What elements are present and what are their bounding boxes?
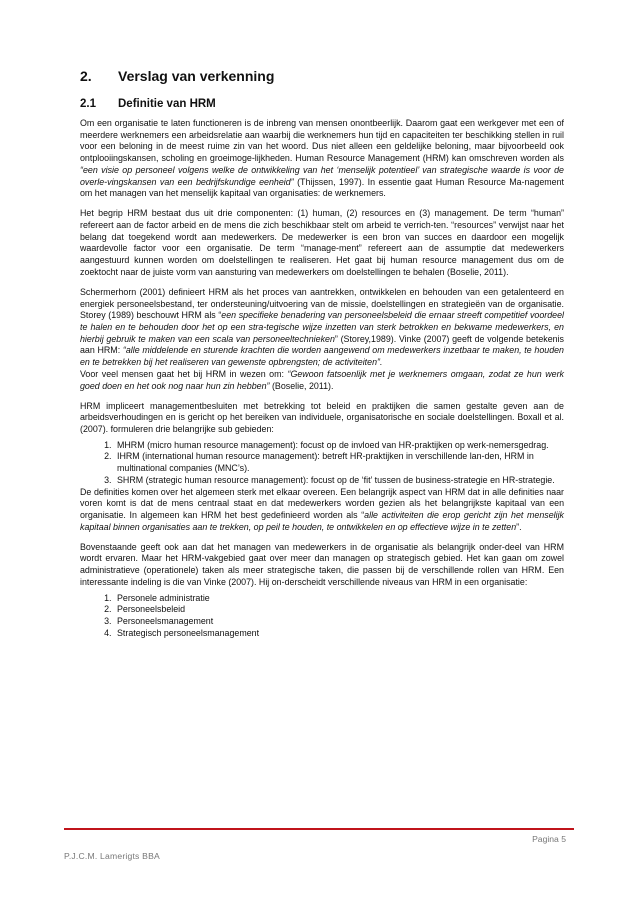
list-item: 4. Strategisch personeelsmanagement [114, 628, 564, 640]
list-item: 1. Personele administratie [114, 593, 564, 605]
p3-text-mid: ” (Storey,1989). Vinke (2007) geeft de volgende betekenis aan HRM: [80, 333, 564, 356]
p3-text: Schermerhorn (2001) definieert HRM als het proces van aantrekken, ontwikkelen en behouden van een getalenteerd en energiek personeelsbestand, ter ondersteuning/uitvoering van de missie, doelstellingen en strategieën van de organisatie. Storey (1989) beschouwt HRM als “ [80, 286, 564, 321]
section-number: 2.1 [80, 98, 96, 110]
levels-list [80, 593, 564, 640]
p3-quote-storey: een specifieke benadering van personeelsbeleid die ernaar streeft competitief voordeel te halen en te behouden door het op een stra-tegische wijze inzetten van sterk betrokken en bekwame medewerkers, en hierbij gebruik te maken van een scala van personeeltechnieken [80, 310, 564, 344]
list-item: 3. SHRM (strategic human resource management): focust op de ‘fit’ tussen de business-strategie en HR-strategie. [114, 475, 564, 487]
list-item: 3. Personeelsmanagement [114, 616, 564, 628]
paragraph-components: Het begrip HRM bestaat dus uit drie componenten: (1) human, (2) resources en (3) management. De term “human” refereert aan de factor arbeid en de mens die zich beschikbaar stelt om arbeid te verrich-ten. “resources” verwijst naar het belang dat toegekend wordt aan medewerkers. De medewerker is een bron van succes en daardoor een mogelijk waardevolle factor voor een organisatie. De term “manage-ment” refereert aan de assumptie dat medewerkers aangestuurd kunnen worden om doelstellingen te realiseren. Het gaat bij human resource management dus om de zoektocht naar de juiste vorm van aansturing van medewerkers om doelstellingen te behalen (Boselie, 2011). [80, 208, 564, 277]
list-item: 1. MHRM (micro human resource management): focust op de invloed van HR-praktijken op werk-nemersgedrag. [114, 440, 564, 452]
p3-text-2: Voor veel mensen gaat het bij HRM in wezen om: [80, 368, 288, 379]
page-content [80, 68, 564, 649]
paragraph-intro [80, 118, 564, 200]
section-heading [80, 98, 564, 110]
p5-text-end: ”. [516, 521, 522, 532]
chapter-title: Verslag van verkenning [118, 68, 275, 84]
p3-text-end: (Boselie, 2011). [269, 380, 334, 391]
p5-quote: alle activiteiten die erop gericht zijn het menselijk kapitaal binnen organisaties aan te trekken, op peil te houden, te ontwikkelen en op effectieve wijze in te zetten [80, 509, 564, 532]
p1-text: Om een organisatie te laten functioneren is de inbreng van mensen onontbeerlijk. Daarom gaat een werkgever met een of meerdere werknemers een arbeidsrelatie aan waarbij die werknemers hun tijd en capaciteiten ter beschikking stellen in ruil voor een beloning in de meest ruime zin van het woord. Dus niet alleen een geldelijke beloning, maar bijvoorbeeld ook ontplooiingskansen, scholing en groeimoge-lijkheden. Human Resource Management (HRM) kan omschreven worden als [80, 118, 564, 164]
p5-text: De definities komen over het algemeen sterk met elkaar overeen. Een belangrijk aspect van HRM dat in alle definities naar voren komt is dat de mens centraal staat en dat medewerkers worden gezien als het belangrijkste kapitaal van een organisatie. In algemeen kan HRM het best gedefinieerd worden als “ [80, 486, 564, 520]
list-item: 2. Personeelsbeleid [114, 604, 564, 616]
subarea-list [80, 440, 564, 487]
p1-text-end: (Thijssen, 1997). In essentie gaat Human Resource Ma-nagement om het managen van het menselijk kapitaal van organisaties: de werknemers. [80, 176, 564, 199]
chapter-number: 2. [80, 68, 92, 84]
footer-author: P.J.C.M. Lamerigts BBA [64, 851, 160, 861]
paragraph-subareas: HRM impliceert managementbesluiten met betrekking tot beleid en praktijken die samen gestalte geven aan de arbeidsverhoudingen en is gericht op het bereiken van individuele, organisatorische en sociale doelstellingen. Boxall et al. (2007). formuleren drie belangrijke sub gebieden: [80, 400, 564, 435]
footer-divider [64, 828, 574, 830]
list-item: 2. IHRM (international human resource management): betreft HR-praktijken in verschillende lan-den, HRM in multinational companies (MNC’s). [114, 451, 564, 474]
paragraph-definitions [80, 287, 564, 392]
section-title: Definitie van HRM [118, 98, 216, 110]
p3-quote-vinke: “alle middelende en sturende krachten die worden aangewend om medewerkers inzetbaar te maken, te houden en te betrekken bij het realiseren van gewenste opbrengsten; de activiteiten”. [80, 345, 564, 368]
p3-quote-boselie: “Gewoon fatsoenlijk met je werknemers omgaan, zodat ze hun werk goed doen en het ook nog naar hun zin hebben” [80, 368, 564, 391]
paragraph-conclusion [80, 487, 564, 534]
chapter-heading [80, 68, 564, 84]
p1-quote: “een visie op personeel volgens welke de ontwikkeling van het ‘menselijk potentieel’ van strategische waarde is voor de overle-vingskansen van een bedrijfskundige eenheid” [80, 164, 564, 187]
page-number: Pagina 5 [532, 834, 566, 844]
paragraph-levels: Bovenstaande geeft ook aan dat het managen van medewerkers in de organisatie als belangrijk onder-deel van HRM wordt ervaren. Maar het HRM-vakgebied gaat over meer dan managen op strategisch gebied. Het kan gaan om zowel administratieve (operationele) taken als meer strategische taken, die passen bij de verschillende rollen van HRM. Een interessante indeling is die van Vinke (2007). Hij on-derscheidt verschillende niveaus van HRM in een organisatie: [80, 541, 564, 587]
